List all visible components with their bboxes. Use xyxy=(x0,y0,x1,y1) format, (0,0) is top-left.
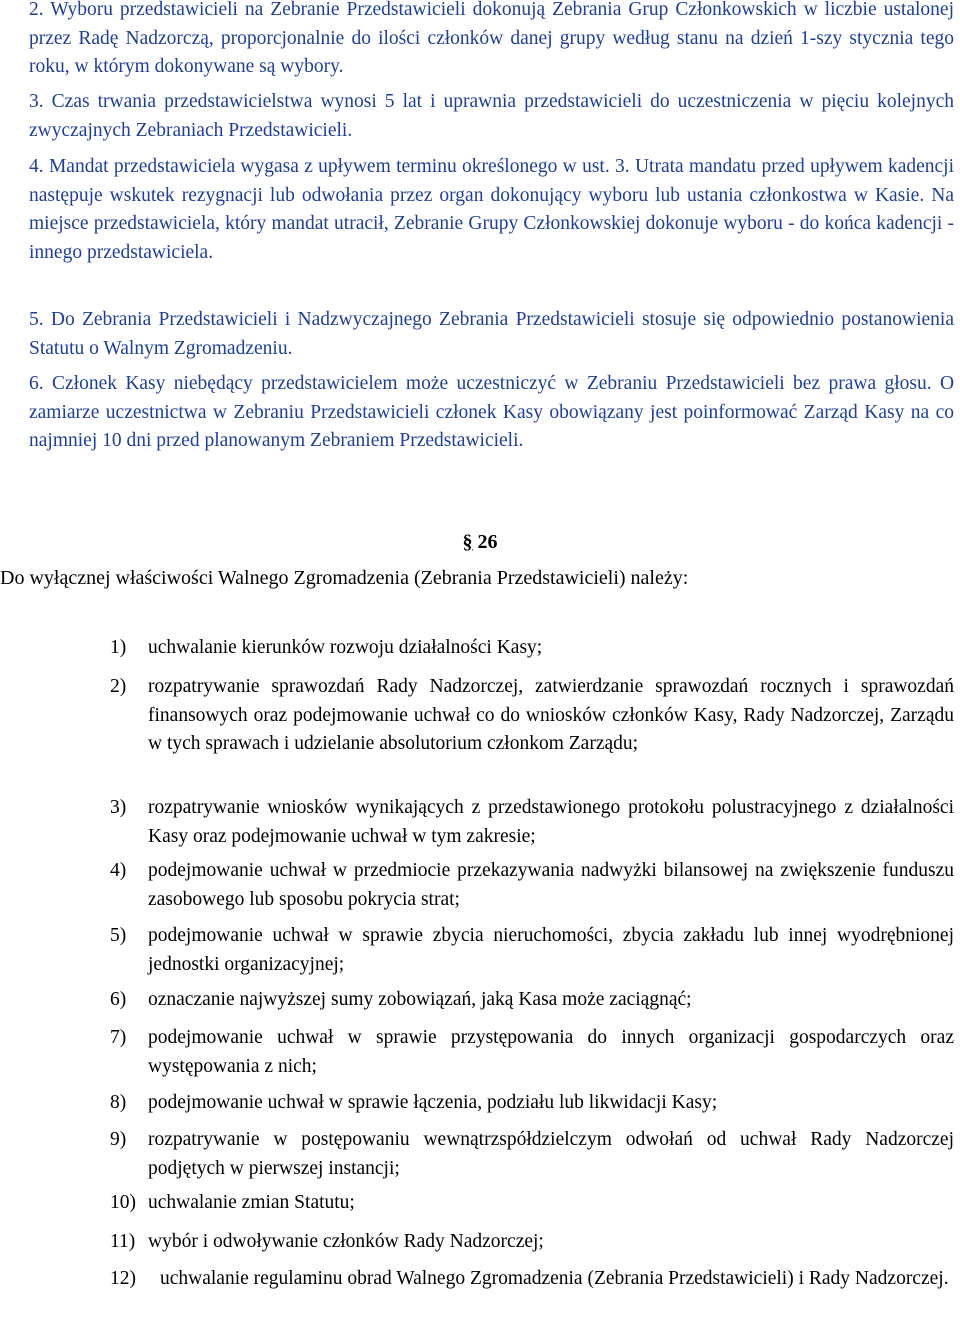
list-item-text: podejmowanie uchwał w sprawie przystępowania do innych organizacji gospodarczych oraz występowania z nich; xyxy=(148,1027,954,1077)
list-item xyxy=(110,1089,954,1118)
list-item-number: 9) xyxy=(110,1129,127,1150)
list-item-text: uchwalanie regulaminu obrad Walnego Zgromadzenia (Zebrania Przedstawicieli) i Rady Nadzorczej. xyxy=(160,1268,949,1289)
list-item-text: oznaczanie najwyższej sumy zobowiązań, jaką Kasa może zaciągnąć; xyxy=(148,989,692,1010)
list-item-text: rozpatrywanie wniosków wynikających z przedstawionego protokołu polustracyjnego z działalności Kasy oraz podejmowanie uchwał w tym zakresie; xyxy=(148,797,954,847)
list-item xyxy=(110,794,954,851)
list-item-number: 10) xyxy=(110,1192,136,1213)
list-item xyxy=(110,1126,954,1183)
list-item-number: 4) xyxy=(110,860,127,881)
paragraph-text-a: Członek Kasy niebędący przedstawicielem może uczestniczyć w Zebraniu Przedstawicieli bez prawa głosu. xyxy=(51,373,932,394)
paragraph-text-a: Mandat przedstawiciela wygasa z upływem terminu określonego w ust. 3. Utrata mandatu przed upływem kadencji następuje wskutek rezygnacji lub odwołania przez organ dokonujący wyboru lub ustania członkostwa w Kasie. xyxy=(29,156,955,206)
paragraph-number: 2. xyxy=(29,0,44,20)
list-item-number: 12) xyxy=(110,1268,136,1289)
paragraph-text: Wyboru przedstawicieli na Zebranie Przedstawicieli dokonują Zebrania Grup Członkowskich w liczbie ustalonej przez Radę Nadzorczą, proporcjonalnie do ilości członków danej grupy według stanu na dzień 1-szy stycznia tego roku, w którym dokonywane są wybory. xyxy=(29,0,954,77)
paragraph-5 xyxy=(29,306,954,363)
paragraph-number: 4. xyxy=(29,156,44,177)
list-item-text: rozpatrywanie w postępowaniu wewnątrzspółdzielczym odwołań od uchwał Rady Nadzorczej podjętych w pierwszej instancji; xyxy=(148,1129,954,1179)
list-item-text: uchwalanie zmian Statutu; xyxy=(148,1192,355,1213)
list-item-number: 11) xyxy=(110,1231,136,1252)
list-item xyxy=(110,922,954,979)
paragraph-text: Czas trwania przedstawicielstwa wynosi 5 lat i uprawnia przedstawicieli do uczestniczenia w pięciu kolejnych zwyczajnych Zebraniach Przedstawicieli. xyxy=(29,91,954,141)
list-item xyxy=(110,673,954,759)
list-item xyxy=(110,1189,954,1218)
paragraph-number: 3. xyxy=(29,91,44,112)
section-symbol: § xyxy=(462,531,473,553)
paragraph-text: Do Zebrania Przedstawicieli i Nadzwyczajnego Zebrania Przedstawicieli stosuje się odpowiednio postanowienia Statutu o Walnym Zgromadzeniu. xyxy=(29,309,954,359)
list-item-text: podejmowanie uchwał w sprawie zbycia nieruchomości, zbycia zakładu lub innej wyodrębnionej jednostki organizacyjnej; xyxy=(148,925,954,975)
paragraph-number: 6. xyxy=(29,373,44,394)
list-item xyxy=(110,1228,954,1257)
list-item-number: 5) xyxy=(110,925,127,946)
list-item-text: podejmowanie uchwał w sprawie łączenia, podziału lub likwidacji Kasy; xyxy=(148,1092,718,1113)
section-intro: Do wyłącznej właściwości Walnego Zgromadzenia (Zebrania Przedstawicieli) należy: xyxy=(0,567,689,589)
paragraph-4 xyxy=(29,153,954,267)
list-item-number: 7) xyxy=(110,1027,127,1048)
list-item xyxy=(110,986,954,1015)
list-item-text: uchwalanie kierunków rozwoju działalności Kasy; xyxy=(148,637,543,658)
list-item-number: 1) xyxy=(110,637,127,658)
section-heading xyxy=(0,528,960,557)
list-item xyxy=(110,634,954,663)
list-item-text: rozpatrywanie sprawozdań Rady Nadzorczej, zatwierdzanie sprawozdań rocznych i sprawozdań finansowych oraz podejmowanie uchwał co do wniosków członków Kasy, Rady Nadzorczej, Zarządu w tych sprawach i udzielanie absolutorium członkom Zarządu; xyxy=(148,676,954,754)
list-item-number: 2) xyxy=(110,676,127,697)
paragraph-number: 5. xyxy=(29,309,44,330)
list-item-number: 8) xyxy=(110,1092,127,1113)
paragraph-text-b: O zamiarze uczestnictwa w Zebraniu Przedstawicieli członek Kasy obowiązany jest poinformować Zarząd Kasy na co najmniej 10 dni przed planowanym Zebraniem Przedstawicieli. xyxy=(29,373,955,451)
section-number: 26 xyxy=(477,531,498,553)
list-item xyxy=(110,1024,954,1081)
list-item-text: podejmowanie uchwał w przedmiocie przekazywania nadwyżki bilansowej na zwiększenie funduszu zasobowego lub sposobu pokrycia strat; xyxy=(148,860,954,910)
list-item xyxy=(110,857,954,914)
list-item-number: 6) xyxy=(110,989,127,1010)
list-item-text: wybór i odwoływanie członków Rady Nadzorczej; xyxy=(148,1231,544,1252)
list-item-number: 3) xyxy=(110,797,127,818)
paragraph-3 xyxy=(29,88,954,145)
list-item xyxy=(110,1265,954,1294)
paragraph-6 xyxy=(29,370,954,456)
paragraph-text-b: Na miejsce przedstawiciela, który mandat utracił, Zebranie Grupy Członkowskiej dokonuje wyboru - do końca kadencji - innego przedstawiciela. xyxy=(29,184,955,263)
paragraph-2 xyxy=(29,0,954,82)
